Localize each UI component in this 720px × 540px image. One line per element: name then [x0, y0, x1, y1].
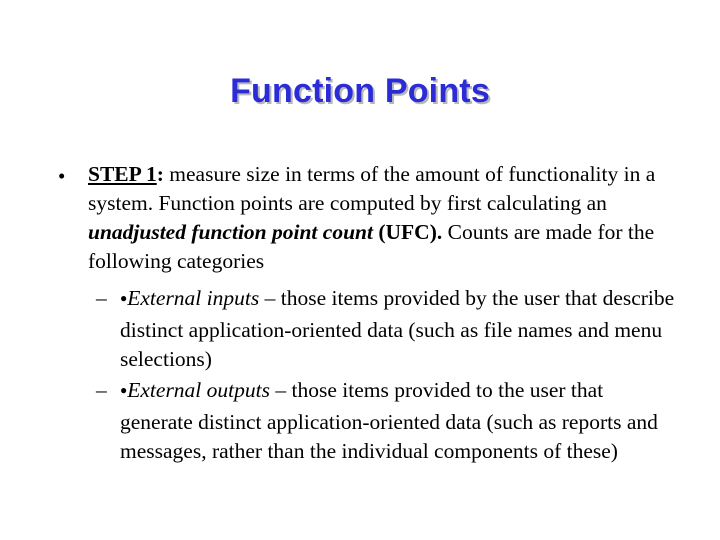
- sub-item-term: External inputs: [127, 286, 260, 310]
- sub-dash-icon: –: [96, 378, 107, 402]
- bullet-icon: •: [58, 164, 66, 188]
- step-emphasis: unadjusted function point count: [88, 220, 373, 244]
- slide-title: Function Points: [230, 72, 490, 110]
- step-label: STEP 1: [88, 162, 157, 186]
- sub-item-term: External outputs: [127, 378, 270, 402]
- sub-item-external-outputs: [120, 376, 680, 466]
- step-text-2: Counts are made for the following categories: [88, 220, 655, 273]
- sub-item-text: – those items provided to the user that generate distinct application-oriented data (such as reports and messages, rather than the individual components of these): [120, 378, 658, 463]
- step-abbreviation: (UFC).: [372, 220, 443, 244]
- sub-dash-icon: –: [96, 286, 107, 310]
- step-colon: :: [156, 162, 164, 186]
- sub-item-text: – those items provided by the user that describe distinct application-oriented data (such as file names and menu selections): [120, 286, 675, 371]
- sub-marker-icon: ●: [120, 291, 128, 305]
- step-text-1: measure size in terms of the amount of functionality in a system. Function points are computed by first calculating an: [88, 162, 656, 215]
- sub-item-external-inputs: [120, 284, 680, 374]
- sub-marker-icon: ●: [120, 383, 128, 397]
- step-paragraph: [88, 160, 678, 276]
